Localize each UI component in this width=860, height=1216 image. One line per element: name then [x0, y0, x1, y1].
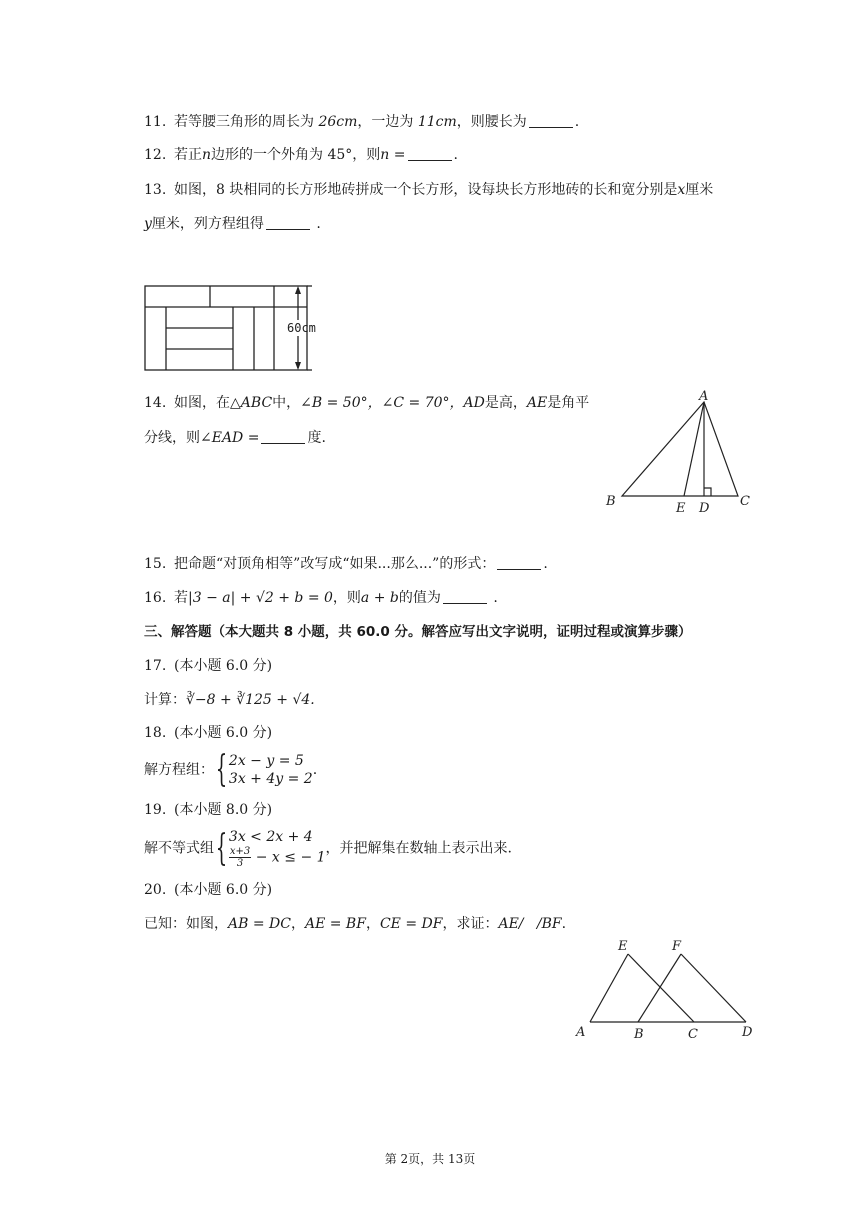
- punctuation: .: [312, 762, 318, 778]
- inequality-system: [229, 828, 326, 869]
- math-expression: |3 − a| + √2 + b = 0: [188, 590, 333, 606]
- equation-2: 3x + 4y = 2: [228, 771, 313, 787]
- math-value: y: [144, 216, 152, 232]
- question-number: 19.: [144, 802, 167, 818]
- fraction-denominator: 3: [236, 858, 244, 869]
- question-text: 是角平: [547, 395, 590, 411]
- question-number: 20.: [144, 882, 167, 898]
- answer-blank: [266, 215, 310, 230]
- question-number: 14.: [144, 395, 167, 411]
- score-label: (本小题 6.0 分): [174, 658, 273, 674]
- score-label: (本小题 6.0 分): [174, 882, 273, 898]
- math-value: ABC: [240, 395, 273, 411]
- question-text: 已知：如图，: [144, 916, 228, 932]
- math-value: a + b: [360, 590, 399, 606]
- question-text: 如图，8 块相同的长方形地砖拼成一个长方形，设每块长方形地砖的长和宽分别是: [174, 182, 678, 198]
- figure-20-triangles: [570, 932, 770, 1044]
- vertex-label-a: A: [699, 389, 709, 404]
- score-label: (本小题 6.0 分): [174, 725, 273, 741]
- math-value: AD: [463, 395, 485, 411]
- point-label-a: A: [576, 1025, 586, 1040]
- math-value: n =: [380, 147, 406, 163]
- question-number: 13.: [144, 182, 167, 198]
- fraction-numerator: x+3: [229, 846, 251, 857]
- question-text: ，并把解集在数轴上表示出来.: [325, 840, 512, 857]
- question-text: 边形的一个外角为 45°，则: [211, 147, 381, 163]
- question-12: [144, 145, 458, 165]
- inequality-1: 3x < 2x + 4: [228, 829, 313, 845]
- question-text: 厘米，列方程组得: [151, 216, 264, 232]
- punctuation: .: [493, 590, 498, 606]
- score-label: (本小题 8.0 分): [174, 802, 273, 818]
- question-text: 分线，则: [144, 430, 200, 446]
- math-value: ∠EAD =: [200, 430, 260, 446]
- equation-system: [229, 752, 313, 788]
- question-number: 18.: [144, 725, 167, 741]
- inequality-rest: − x ≤ − 1: [255, 849, 326, 866]
- question-20-body: 已知：如图，AB = DC，AE = BF，CE = DF，求证：AE/ /BF.: [144, 916, 567, 932]
- question-number: 11.: [144, 114, 167, 130]
- question-19-body: [144, 828, 512, 869]
- math-value: AE/ /BF: [498, 916, 562, 932]
- question-text: 中，: [272, 395, 301, 411]
- question-20-header: [144, 880, 272, 900]
- answer-blank: [529, 113, 573, 128]
- math-value: 26cm: [318, 114, 358, 130]
- question-text: 若正: [174, 147, 202, 163]
- question-number: 17.: [144, 658, 167, 674]
- inequality-2: [229, 846, 326, 869]
- punctuation: .: [453, 147, 458, 163]
- question-text: 解方程组：: [144, 762, 214, 778]
- question-text: ，求证：: [442, 916, 499, 932]
- math-value: CE = DF: [379, 916, 443, 932]
- math-value: AB = DC: [228, 916, 291, 932]
- answer-blank: [261, 429, 305, 444]
- figure-13-tile-diagram: [140, 280, 340, 376]
- brace-icon: {: [215, 827, 228, 869]
- question-17-header: [144, 656, 272, 676]
- fraction: [229, 846, 251, 869]
- math-value: AE: [526, 395, 548, 411]
- question-text: ，则: [332, 590, 361, 606]
- math-value: x: [677, 182, 686, 198]
- punctuation: .: [561, 916, 567, 932]
- question-text: 如图，在△: [174, 395, 241, 411]
- question-text: ，则腰长为: [456, 114, 527, 130]
- point-label-b: B: [634, 1027, 644, 1042]
- question-text: 把命题“对顶角相等”改写成“如果...那么...”的形式：: [174, 556, 496, 572]
- answer-blank: [443, 589, 487, 604]
- math-value: ∠B = 50°，∠C = 70°，: [300, 395, 464, 411]
- vertex-label-c: C: [740, 494, 750, 509]
- answer-blank: [408, 146, 452, 161]
- question-13-line2: [144, 214, 321, 234]
- point-label-f: F: [672, 939, 682, 954]
- question-text: 厘米: [685, 182, 714, 198]
- answer-blank: [497, 555, 541, 570]
- question-18-header: [144, 723, 272, 743]
- point-label-c: C: [688, 1027, 698, 1042]
- punctuation: .: [574, 114, 580, 130]
- question-16: [144, 588, 498, 608]
- question-text: ，一边为: [357, 114, 414, 130]
- vertex-label-b: B: [606, 494, 616, 509]
- question-text: 若等腰三角形的周长为: [174, 114, 314, 130]
- question-text: 若: [174, 590, 188, 606]
- point-label-e: E: [618, 939, 628, 954]
- question-18-body: [144, 749, 318, 790]
- dimension-label: 60cm: [287, 321, 316, 335]
- punctuation: .: [316, 216, 321, 232]
- vertex-label-d: D: [699, 501, 710, 516]
- question-text: 解不等式组: [144, 840, 214, 857]
- question-14: [144, 393, 589, 413]
- page-footer: 第 2页，共 13页: [384, 1152, 476, 1166]
- section-heading: 三、解答题（本大题共 8 小题，共 60.0 分。解答应写出文字说明，证明过程或演算步骤）: [144, 624, 692, 640]
- math-expression: ∛−8 + ∛125 + √4.: [186, 692, 315, 708]
- question-17-body: [144, 690, 315, 710]
- question-number: 15.: [144, 556, 167, 572]
- question-number: 12.: [144, 147, 167, 163]
- question-text: 度.: [307, 430, 326, 446]
- question-number: 16.: [144, 590, 167, 606]
- math-value: n: [202, 147, 212, 163]
- vertex-label-e: E: [676, 501, 686, 516]
- question-19-header: [144, 800, 272, 820]
- equation-1: 2x − y = 5: [228, 753, 304, 769]
- brace-icon: {: [215, 749, 228, 790]
- punctuation: .: [543, 556, 548, 572]
- question-14-line2: [144, 428, 326, 448]
- question-text: 的值为: [398, 590, 441, 606]
- question-11: [144, 112, 579, 132]
- question-text: 是高，: [484, 395, 527, 411]
- math-value: 11cm: [417, 114, 457, 130]
- math-value: AE = BF: [304, 916, 366, 932]
- question-13: [144, 180, 713, 200]
- question-text: 计算：: [144, 692, 186, 708]
- point-label-d: D: [742, 1025, 753, 1040]
- question-15: [144, 554, 548, 574]
- figure-14-triangle: [600, 388, 760, 518]
